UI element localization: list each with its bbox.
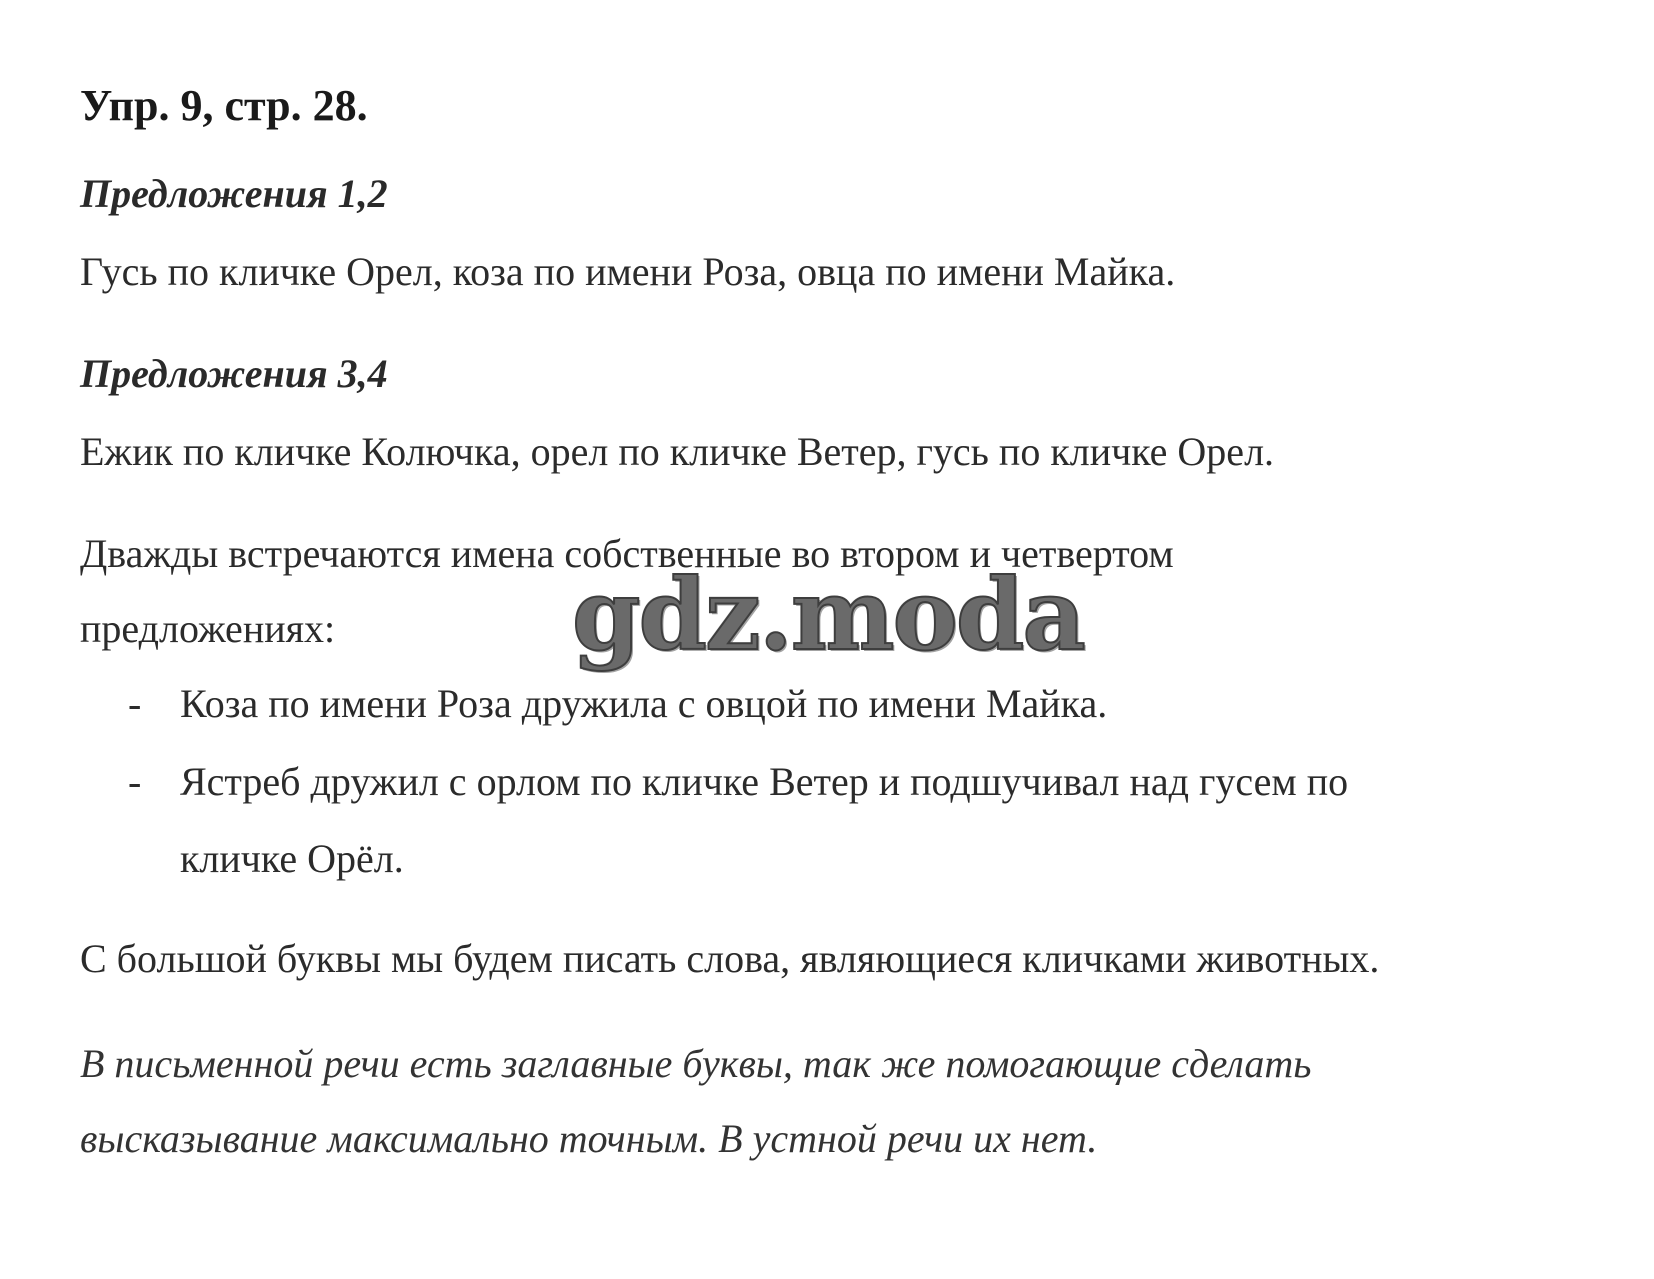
section-heading-1: Предложения 1,2 [80, 171, 388, 216]
list-item-1: Коза по имени Роза дружила с овцой по имени Майка. [180, 681, 1108, 726]
list-item-2-line-2: кличке Орёл. [180, 836, 404, 881]
conclusion-text: С большой буквы мы будем писать слова, являющиеся кличками животных. [80, 936, 1380, 981]
section-heading-2: Предложения 3,4 [80, 351, 388, 396]
note-line-2: высказывание максимально точным. В устной речи их нет. [80, 1116, 1098, 1161]
watermark-logo: gdz.moda [572, 558, 1084, 673]
list-marker: - [128, 759, 142, 804]
list-item-2-line-1: Ястреб дружил с орлом по кличке Ветер и подшучивал над гусем по [180, 759, 1349, 804]
section-text-2: Ежик по кличке Колючка, орел по кличке Ветер, гусь по кличке Орел. [80, 429, 1275, 474]
paragraph-line-1: Дважды встречаются имена собственные во втором и четвертом [80, 531, 1174, 576]
paragraph-line-2: предложениях: [80, 606, 336, 651]
section-text-1: Гусь по кличке Орел, коза по имени Роза, овца по имени Майка. [80, 249, 1176, 294]
note-line-1: В письменной речи есть заглавные буквы, так же помогающие сделать [80, 1041, 1312, 1086]
list-marker: - [128, 681, 142, 726]
exercise-title: Упр. 9, стр. 28. [80, 81, 368, 130]
